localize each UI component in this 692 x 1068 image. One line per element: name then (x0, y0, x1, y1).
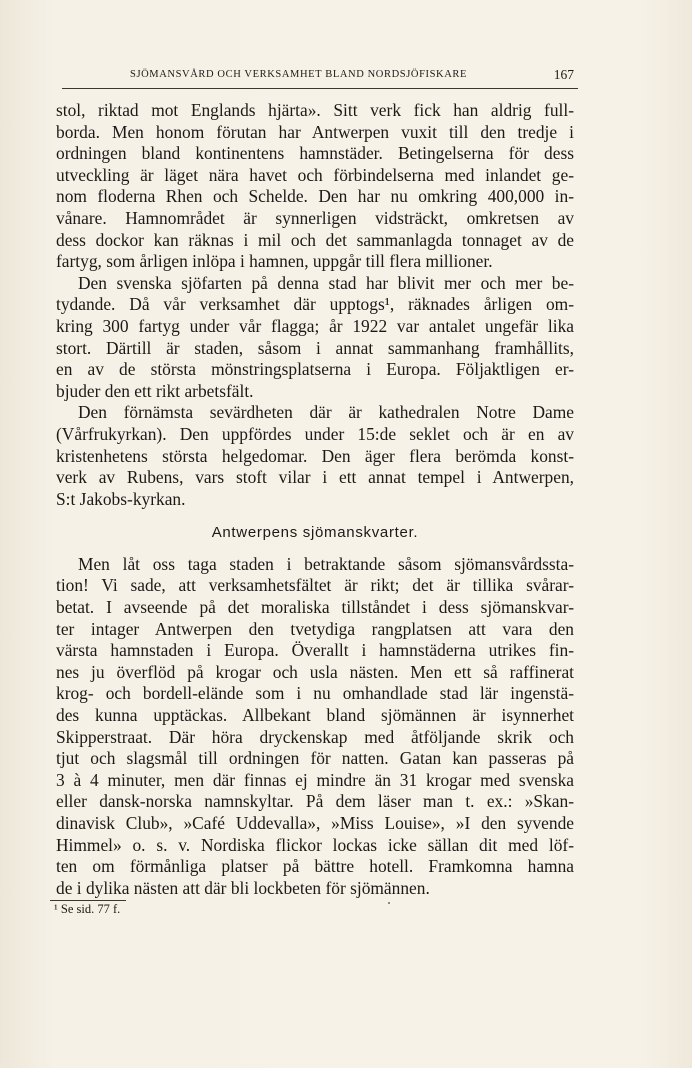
footnote: ¹ Se sid. 77 f. (54, 902, 121, 916)
paragraph (56, 100, 574, 273)
text-line: dinavisk Club», »Café Uddevalla», »Miss Louise», »I den syvende (56, 813, 574, 833)
text-line: tion! Vi sade, att verksamhetsfältet är rikt; det är tillika svårar- (56, 575, 574, 596)
text-line: dess dockor kan räknas i mil och det sammanlagda tonnaget av de (56, 229, 574, 250)
text-line: nes ju överflöd på krogar och usla nästen. Men ett så raffinerat (56, 661, 574, 682)
text-line: Men låt oss taga staden i betraktande såsom sjömansvårdssta- (78, 553, 574, 574)
text-line: kristenhetens största helgedomar. Den äger flera berömda konst- (56, 445, 574, 466)
text-line: tydande. Då vår verksamhet där upptogs¹, räknades årligen om- (56, 294, 574, 315)
text-line: S:t Jakobs-kyrkan. (56, 488, 186, 509)
paragraphs-before-heading (56, 100, 574, 510)
paragraph (56, 554, 574, 900)
speck-mark (388, 902, 390, 904)
text-line: bjuder den ett rikt arbetsfält. (56, 380, 254, 401)
text-line: krog- och bordell-elände som i nu omhandlade stad lär ingenstä- (56, 683, 574, 704)
text-line: 3 à 4 minuter, men där finnas ej mindre än 31 krogar med svenska (56, 769, 574, 790)
page-header (62, 66, 578, 89)
section-heading: Antwerpens sjömanskvarter. (211, 524, 419, 542)
text-line: betat. I avseende på det moraliska tillståndet i dess sjömanskvar- (56, 597, 574, 618)
text-line: des kunna upptäckas. Allbekant bland sjömännen är isynnerhet (56, 705, 574, 726)
text-line: Himmel» o. s. v. Nordiska flickor lockas icke sällan dit med löf- (56, 834, 574, 855)
text-line: en av de största mönstringsplatserna i Europa. Följaktligen er- (56, 359, 574, 380)
text-line: eller dansk-norska namnskyltar. På dem läser man t. ex.: »Skan- (56, 791, 574, 812)
text-line: vånare. Hamnområdet är synnerligen vidsträckt, omkretsen av (56, 207, 574, 228)
text-line: nom floderna Rhen och Schelde. Den har nu omkring 400,000 in- (56, 186, 574, 207)
paragraph (56, 273, 574, 403)
text-line: utveckling är läget nära havet och förbindelserna med inlandet ge- (56, 164, 574, 185)
text-line: stort. Därtill är staden, såsom i annat sammanhang framhållits, (56, 337, 574, 358)
text-line: ter intager Antwerpen den tvetydiga rangplatsen att vara den (56, 618, 574, 639)
paragraph (56, 402, 574, 510)
text-line: (Vårfrukyrkan). Den uppfördes under 15:de seklet och är en av (56, 423, 574, 444)
text-line: värsta hamnstaden i Europa. Överallt i hamnstäderna utrikes fin- (56, 640, 574, 661)
text-line: Den förnämsta sevärdheten där är kathedralen Notre Dame (78, 402, 574, 423)
text-line: fartyg, som årligen inlöpa i hamnen, uppgår till flera millioner. (56, 251, 493, 272)
text-line: Skipperstraat. Där höra dryckenskap med åtföljande skrik och (56, 726, 574, 747)
text-line: borda. Men honom förutan har Antwerpen vuxit till den tredje i (56, 121, 574, 142)
text-line: ten om förmånliga platser på bättre hotell. Framkomna hamna (56, 856, 574, 877)
body-text (56, 100, 574, 899)
paragraphs-after-heading (56, 554, 574, 900)
text-line: ordningen bland kontinentens hamnstäder. Betingelserna för dess (56, 143, 574, 164)
text-line: kring 300 fartyg under vår flagga; år 1922 var antalet ungefär lika (56, 315, 574, 336)
text-line: stol, riktad mot Englands hjärta». Sitt verk fick han aldrig full- (56, 100, 574, 120)
text-line: Den svenska sjöfarten på denna stad har blivit mer och mer be- (78, 272, 574, 293)
text-line: de i dylika nästen att där bli lockbeten för sjömännen. (56, 877, 430, 898)
running-head: SJÖMANSVÅRD OCH VERKSAMHET BLAND NORDSJÖFISKARE (130, 69, 468, 80)
text-line: tjut och slagsmål till ordningen för natten. Gatan kan passeras på (56, 748, 574, 769)
footnote-rule (50, 900, 126, 901)
page-number: 167 (553, 67, 574, 82)
text-line: verk av Rubens, vars stoft vilar i ett annat tempel i Antwerpen, (56, 467, 574, 488)
